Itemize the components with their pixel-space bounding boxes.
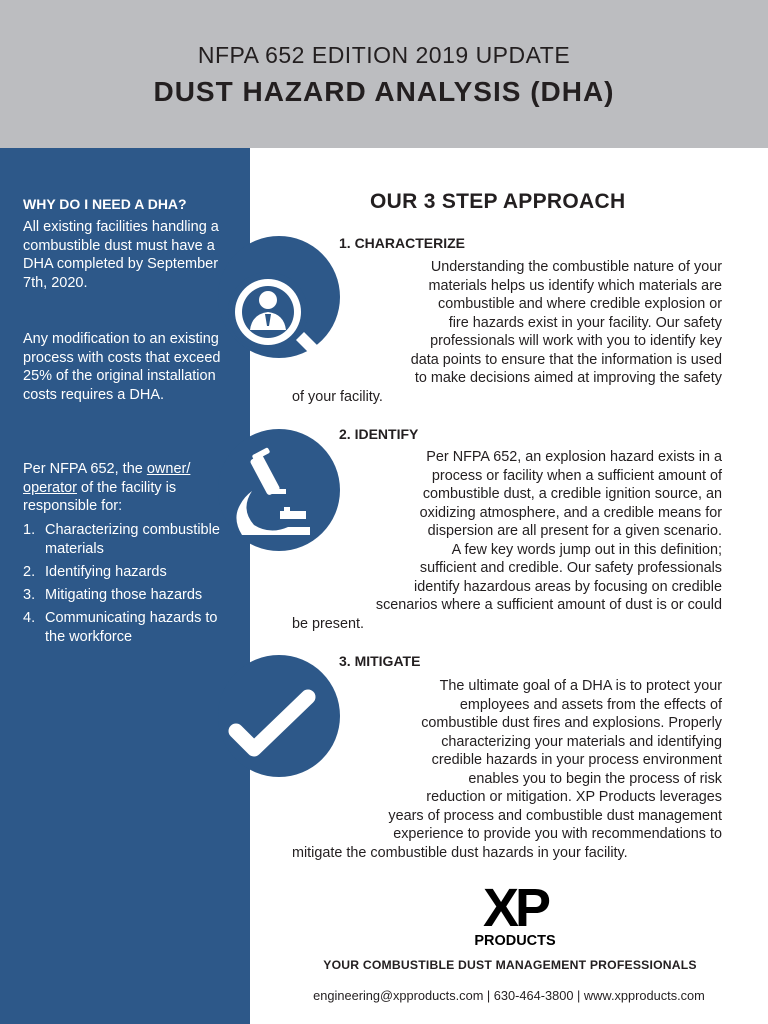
- step-text-identify: [292, 448, 722, 633]
- text-line: Understanding the combustible nature of your: [430, 259, 722, 275]
- logo-products-text: PRODUCTS: [474, 933, 556, 948]
- text-line: data points to ensure that the information is used: [410, 351, 722, 368]
- list-item: [23, 563, 233, 582]
- text-line: Per NFPA 652, an explosion hazard exists in a: [426, 449, 722, 465]
- text-line: A few key words jump out in this definition;: [451, 541, 722, 558]
- step-text-mitigate: [292, 677, 722, 862]
- text-line: scenarios where a sufficient amount of dust is or could: [375, 597, 722, 613]
- text-line: of your facility.: [292, 388, 383, 405]
- approach-heading: OUR 3 STEP APPROACH: [370, 190, 626, 213]
- sidebar-paragraph-modification: Any modification to an existing process with costs that exceed 25% of the original installation costs requires a DHA.: [23, 331, 221, 403]
- text-line: employees and assets from the effects of: [459, 696, 722, 713]
- responsibility-list: [23, 521, 233, 651]
- text-line: mitigate the combustible dust hazards in your facility.: [292, 844, 628, 861]
- list-item-number: 4.: [23, 610, 36, 627]
- text-line: combustible dust fires and explosions. Properly: [421, 715, 722, 731]
- list-item-text: Communicating hazards to the workforce: [45, 610, 218, 645]
- document-subtitle: NFPA 652 EDITION 2019 UPDATE: [197, 42, 571, 68]
- step-title-mitigate: 3. MITIGATE: [339, 653, 421, 669]
- responsibility-suffix: of the facility is responsible for:: [23, 479, 177, 515]
- text-line: process or facility when a sufficient amount of: [431, 467, 722, 484]
- step-text-characterize: [292, 258, 722, 406]
- list-item-number: 2.: [23, 563, 36, 580]
- text-line: combustible and where credible explosion or: [438, 296, 722, 312]
- sidebar: [0, 148, 250, 1024]
- step-title-identify: 2. IDENTIFY: [339, 426, 419, 442]
- list-item: [23, 586, 233, 605]
- step-title-characterize: 1. CHARACTERIZE: [339, 235, 466, 251]
- text-line: credible hazards in your process environment: [431, 752, 722, 768]
- logo-xp-text: XP: [482, 878, 548, 938]
- text-line: to make decisions aimed at improving the safety: [414, 370, 722, 386]
- company-tagline: YOUR COMBUSTIBLE DUST MANAGEMENT PROFESSIONALS: [323, 958, 697, 972]
- list-item-number: 3.: [23, 586, 36, 603]
- text-line: be present.: [292, 615, 365, 632]
- document-title: DUST HAZARD ANALYSIS (DHA): [153, 76, 615, 107]
- text-line: enables you to begin the process of risk: [468, 770, 722, 787]
- text-line: materials helps us identify which materials are: [428, 277, 722, 294]
- text-line: years of process and combustible dust management: [388, 807, 722, 824]
- text-line: experience to provide you with recommendations to: [393, 826, 722, 842]
- text-line: sufficient and credible. Our safety professionals: [419, 560, 722, 576]
- sidebar-paragraph-deadline: All existing facilities handling a combustible dust must have a DHA completed by September 7th, 2020.: [23, 219, 219, 291]
- text-line: The ultimate goal of a DHA is to protect your: [439, 678, 722, 694]
- owner-operator-text: owner/ operator: [23, 461, 191, 496]
- sidebar-heading: WHY DO I NEED A DHA?: [23, 196, 187, 212]
- list-item: [23, 521, 233, 558]
- sidebar-paragraph-responsibility: [23, 460, 223, 516]
- list-item-text: Characterizing combustible materials: [45, 522, 220, 557]
- contact-info: engineering@xpproducts.com | 630-464-3800 | www.xpproducts.com: [313, 988, 705, 1003]
- list-item-number: 1.: [23, 522, 36, 538]
- text-line: dispersion are all present for a given scenario.: [427, 523, 722, 539]
- text-line: identify hazardous areas by focusing on credible: [414, 578, 722, 595]
- text-line: reduction or mitigation. XP Products leverages: [426, 789, 722, 805]
- text-line: professionals will work with you to identify key: [430, 333, 722, 349]
- text-line: oxidizing atmosphere, and a credible means for: [419, 504, 722, 521]
- header-banner: [0, 0, 768, 148]
- text-line: characterizing your materials and identifying: [441, 733, 722, 750]
- responsibility-prefix: Per NFPA 652, the: [23, 461, 147, 477]
- text-line: fire hazards exist in your facility. Our safety: [448, 314, 722, 331]
- xp-products-logo: [468, 878, 562, 948]
- list-item: [23, 609, 233, 646]
- list-item-text: Mitigating those hazards: [45, 586, 203, 603]
- list-item-text: Identifying hazards: [45, 563, 167, 580]
- text-line: combustible dust, a credible ignition source, an: [422, 486, 722, 502]
